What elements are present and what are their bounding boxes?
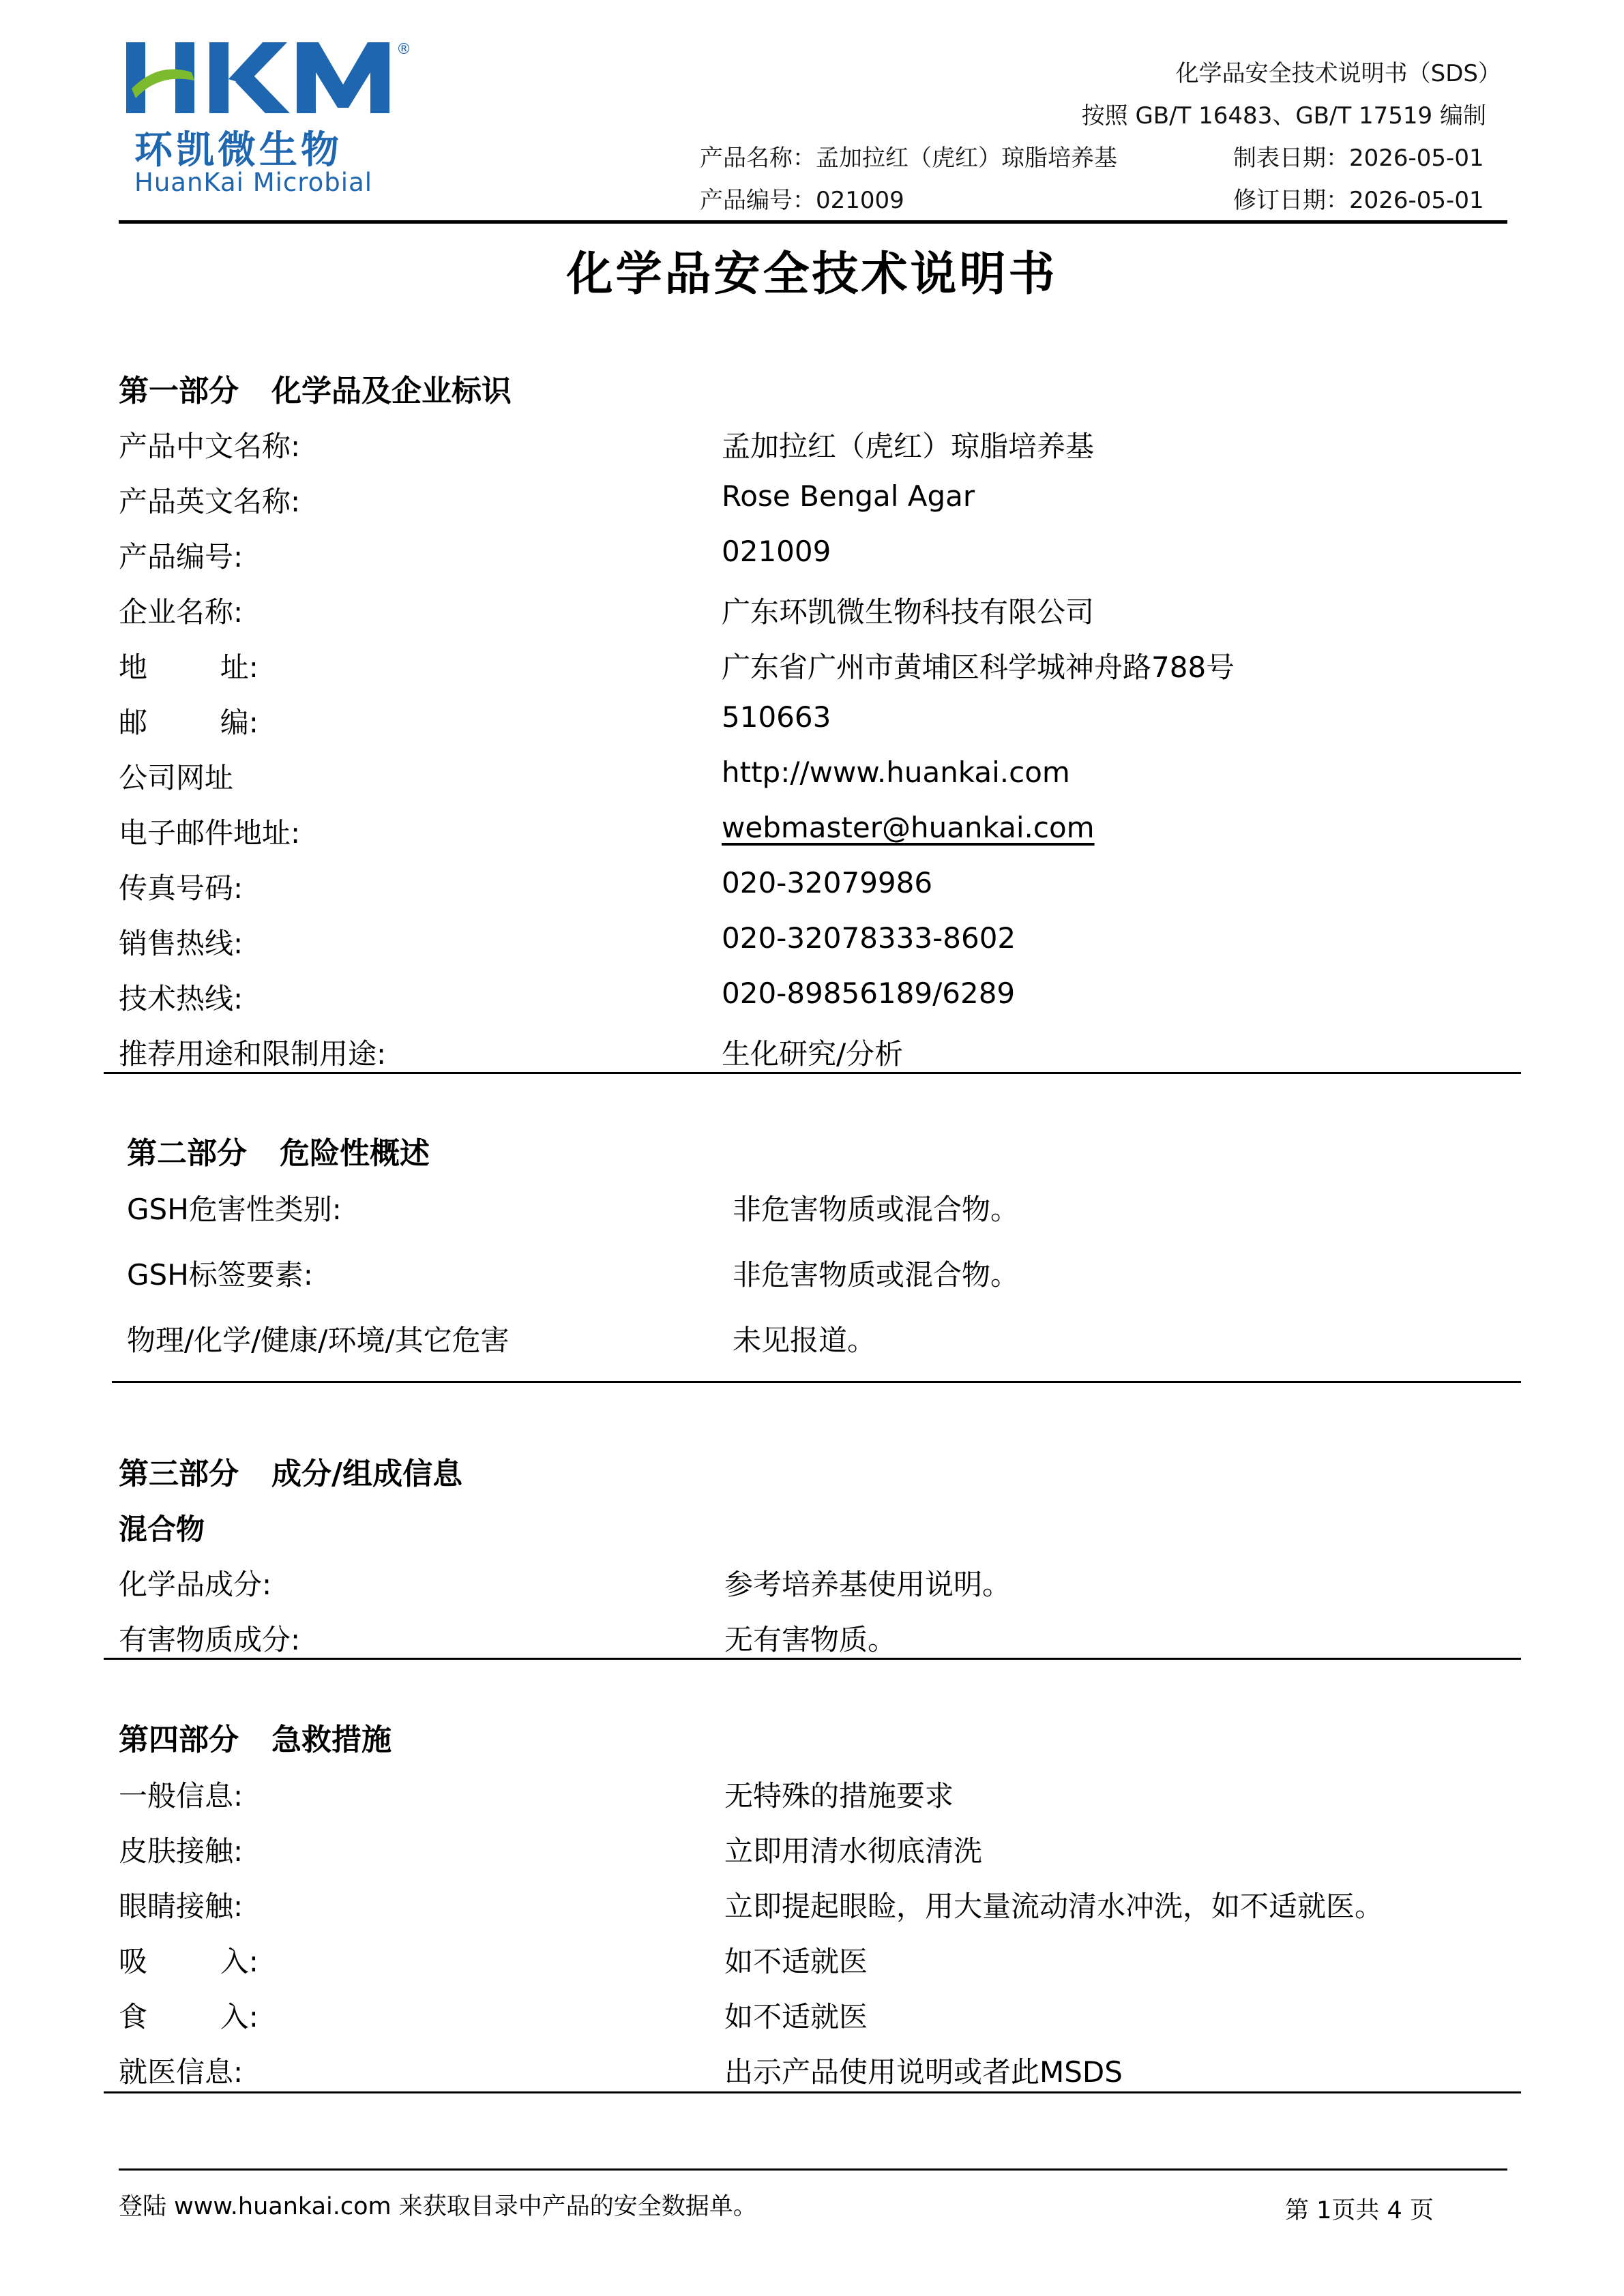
header-divider (119, 220, 1507, 224)
section-2-name: 危险性概述 (280, 1136, 430, 1171)
header-product-code: 产品编号：021009 (700, 187, 904, 214)
header-product-name: 产品名称：孟加拉红（虎红）琼脂培养基 (700, 145, 1117, 172)
section-4-divider (104, 2091, 1521, 2093)
document-title: 化学品安全技术说明书 (566, 248, 1058, 301)
section-2-number: 第二部分 (127, 1136, 247, 1171)
row-value: 020-32078333-8602 (722, 921, 1016, 955)
row-value: 021009 (722, 535, 831, 568)
row-label: 销售热线: (119, 927, 243, 960)
section-3-divider (104, 1658, 1521, 1660)
row-label: 物理/化学/健康/环境/其它危害 (127, 1324, 510, 1357)
row-label: 产品中文名称: (119, 430, 301, 463)
row-label: 企业名称: (119, 595, 243, 629)
row-value: Rose Bengal Agar (722, 479, 975, 513)
section-1-title (119, 366, 512, 410)
section-2-divider (112, 1381, 1521, 1383)
row-label: 邮 编: (119, 706, 259, 739)
row-value: 020-32079986 (722, 866, 933, 899)
header-doc-type: 化学品安全技术说明书（SDS） (1175, 60, 1501, 87)
section-4-number: 第四部分 (119, 1723, 239, 1757)
row-label: GSH危害性类别: (127, 1193, 342, 1226)
row-label: 产品英文名称: (119, 485, 301, 518)
footer-divider (119, 2168, 1507, 2171)
row-label: 就医信息: (119, 2055, 243, 2089)
row-label: 有害物质成分: (119, 1623, 301, 1656)
section-4-title (119, 1715, 392, 1759)
email-link[interactable]: webmaster@huankai.com (722, 811, 1095, 844)
company-logo (126, 40, 413, 203)
row-value: 参考培养基使用说明。 (724, 1568, 1012, 1601)
section-4-name: 急救措施 (271, 1723, 392, 1757)
row-label: 吸 入: (119, 1945, 259, 1978)
logo-chinese-name: 环凯微生物 (134, 128, 342, 173)
row-label: 地 址: (119, 651, 259, 684)
footer-note: 登陆 www.huankai.com 来获取目录中产品的安全数据单。 (119, 2193, 757, 2220)
row-label: 传真号码: (119, 871, 243, 905)
registered-mark: ® (396, 41, 411, 58)
row-value: 如不适就医 (724, 2000, 868, 2033)
row-label: 技术热线: (119, 982, 243, 1015)
section-1-divider (104, 1072, 1521, 1074)
header-revised-date: 修订日期：2026-05-01 (1233, 187, 1484, 214)
row-value: 如不适就医 (724, 1945, 868, 1978)
row-value: 孟加拉红（虎红）琼脂培养基 (722, 430, 1095, 463)
row-value: 510663 (722, 700, 831, 734)
section-1-number: 第一部分 (119, 374, 239, 408)
section-3-name: 成分/组成信息 (271, 1457, 463, 1491)
row-value: 生化研究/分析 (722, 1037, 904, 1071)
section-1-name: 化学品及企业标识 (271, 374, 512, 408)
section-3-number: 第三部分 (119, 1457, 239, 1491)
row-value: 广东环凯微生物科技有限公司 (722, 595, 1095, 629)
row-label: 产品编号: (119, 540, 243, 573)
logo-english-name: HuanKai Microbial (134, 168, 373, 197)
row-label: 食 入: (119, 2000, 259, 2033)
row-label: 皮肤接触: (119, 1834, 243, 1868)
row-label: 电子邮件地址: (119, 816, 301, 850)
row-label: 眼睛接触: (119, 1890, 243, 1923)
row-value: 非危害物质或混合物。 (733, 1193, 1020, 1226)
row-value: 无特殊的措施要求 (724, 1779, 954, 1813)
row-value: 立即用清水彻底清洗 (724, 1834, 983, 1868)
row-label: 推荐用途和限制用途: (119, 1037, 387, 1071)
row-value: 无有害物质。 (724, 1623, 897, 1656)
row-label: GSH标签要素: (127, 1258, 313, 1292)
header-made-date: 制表日期：2026-05-01 (1233, 145, 1484, 172)
row-value: 出示产品使用说明或者此MSDS (724, 2055, 1123, 2089)
hkm-logo-icon (126, 40, 399, 120)
row-value: 广东省广州市黄埔区科学城神舟路788号 (722, 651, 1235, 684)
page-number: 第 1页共 4 页 (1285, 2197, 1434, 2224)
row-value: 立即提起眼睑，用大量流动清水冲洗，如不适就医。 (724, 1890, 1384, 1923)
section-3-subtitle: 混合物 (119, 1512, 205, 1546)
row-label: 公司网址 (119, 761, 234, 794)
row-label: 化学品成分: (119, 1568, 272, 1601)
section-3-title (119, 1449, 462, 1493)
header-standard: 按照 GB/T 16483、GB/T 17519 编制 (1081, 102, 1486, 130)
section-2-title (127, 1129, 430, 1172)
row-value: 020-89856189/6289 (722, 976, 1016, 1010)
row-value: 未见报道。 (733, 1324, 876, 1357)
website-link[interactable]: http://www.huankai.com (722, 756, 1070, 789)
row-value: 非危害物质或混合物。 (733, 1258, 1020, 1292)
row-label: 一般信息: (119, 1779, 243, 1813)
